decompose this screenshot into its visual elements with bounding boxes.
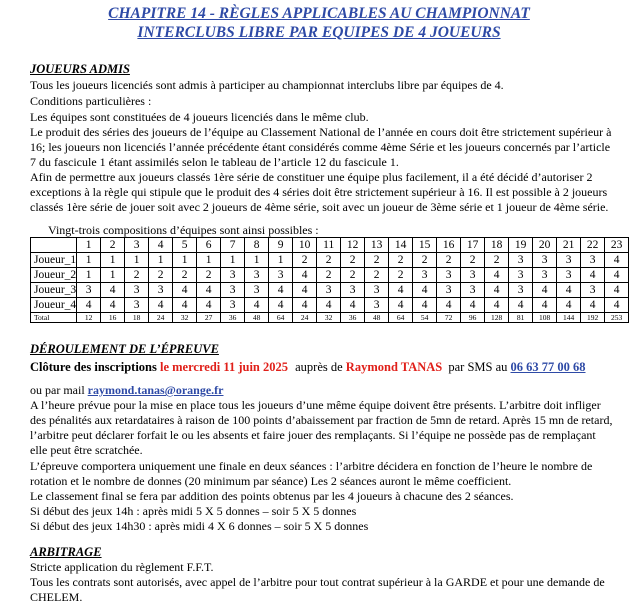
- total-cell: 108: [533, 313, 557, 323]
- table-cell: 2: [341, 253, 365, 268]
- total-cell: 27: [197, 313, 221, 323]
- table-cell: 1: [245, 253, 269, 268]
- table-header-cell: 20: [533, 238, 557, 253]
- table-cell: 2: [389, 253, 413, 268]
- total-cell: 64: [269, 313, 293, 323]
- table-cell: 4: [533, 298, 557, 313]
- table-header-row: [31, 238, 629, 253]
- table-cell: 2: [437, 253, 461, 268]
- deroulement-line: l’arbitre peut déclarer forfait le ou les absents et faire jouer des remplaçants. Si l’équipe ne possède pas de remplaçant: [30, 428, 596, 442]
- table-corner-cell: [31, 238, 77, 253]
- table-cell: 2: [413, 253, 437, 268]
- table-header-cell: 3: [125, 238, 149, 253]
- row-label: Joueur_3: [31, 283, 77, 298]
- table-header-cell: 4: [149, 238, 173, 253]
- joueurs-line: Afin de permettre aux joueurs classés 1ère série de constituer une équipe plus facilement, il a été décidé d’autoriser 2: [30, 170, 593, 184]
- total-cell: 96: [461, 313, 485, 323]
- table-cell: 4: [413, 283, 437, 298]
- table-cell: 2: [389, 268, 413, 283]
- total-cell: 18: [125, 313, 149, 323]
- deroulement-line: Si début des jeux 14h30 : après midi 4 X 6 donnes – soir 5 X 5 donnes: [30, 519, 369, 533]
- table-cell: 2: [365, 253, 389, 268]
- table-cell: 3: [581, 283, 605, 298]
- table-cell: 3: [461, 268, 485, 283]
- table-cell: 3: [221, 298, 245, 313]
- table-cell: 3: [557, 268, 581, 283]
- table-header-cell: 9: [269, 238, 293, 253]
- table-cell: 3: [221, 268, 245, 283]
- table-cell: 2: [317, 268, 341, 283]
- total-cell: 72: [437, 313, 461, 323]
- table-header-cell: 7: [221, 238, 245, 253]
- total-cell: 253: [605, 313, 629, 323]
- total-cell: 144: [557, 313, 581, 323]
- table-cell: 2: [341, 268, 365, 283]
- table-cell: 3: [317, 283, 341, 298]
- total-cell: 81: [509, 313, 533, 323]
- contact-name: Raymond TANAS: [345, 360, 443, 374]
- table-cell: 3: [365, 298, 389, 313]
- table-cell: 4: [197, 283, 221, 298]
- table-cell: 2: [365, 268, 389, 283]
- compositions-intro: Vingt-trois compositions d’équipes sont ainsi possibles :: [48, 223, 319, 237]
- table-cell: 4: [101, 283, 125, 298]
- total-cell: 36: [341, 313, 365, 323]
- deroulement-line: rotation et le nombre de donnes (20 minimum par séance) Les 2 séances auront le même coefficient.: [30, 474, 512, 488]
- table-cell: 2: [197, 268, 221, 283]
- table-cell: 4: [461, 298, 485, 313]
- compositions-table: [30, 237, 629, 323]
- table-cell: 4: [581, 268, 605, 283]
- table-header-cell: 10: [293, 238, 317, 253]
- table-cell: 4: [581, 298, 605, 313]
- joueurs-line: Conditions particulières :: [30, 94, 152, 108]
- chapter-title: CHAPITRE 14 - RÈGLES APPLICABLES AU CHAMPIONNAT: [108, 5, 530, 22]
- table-cell: 3: [269, 268, 293, 283]
- table-header-cell: 15: [413, 238, 437, 253]
- table-cell: 3: [509, 283, 533, 298]
- table-row: [31, 268, 629, 283]
- table-header-cell: 21: [557, 238, 581, 253]
- table-cell: 3: [509, 268, 533, 283]
- table-header-cell: 22: [581, 238, 605, 253]
- deroulement-line: elle peut être scratchée.: [30, 443, 143, 457]
- total-cell: 48: [365, 313, 389, 323]
- table-cell: 4: [101, 298, 125, 313]
- total-cell: 48: [245, 313, 269, 323]
- table-cell: 4: [389, 298, 413, 313]
- joueurs-line: 7 du fascicule 1 étant assimilés selon le tableau de l’article 12 du fascicule 1.: [30, 155, 399, 169]
- table-header-cell: 18: [485, 238, 509, 253]
- table-cell: 4: [605, 283, 629, 298]
- joueurs-admis-heading: JOUEURS ADMIS: [30, 62, 130, 76]
- table-cell: 4: [485, 268, 509, 283]
- table-cell: 2: [485, 253, 509, 268]
- total-cell: 128: [485, 313, 509, 323]
- table-cell: 3: [149, 283, 173, 298]
- table-cell: 1: [173, 253, 197, 268]
- row-label: Joueur_1: [31, 253, 77, 268]
- total-cell: 12: [77, 313, 101, 323]
- row-label: Joueur_4: [31, 298, 77, 313]
- deroulement-line: des pénalités aux retardataires à raison de 100 points d’abaissement par fraction de 5mn de retard. Après 15 mn de retard,: [30, 413, 613, 427]
- total-cell: 192: [581, 313, 605, 323]
- joueurs-line: Les équipes sont constituées de 4 joueurs licenciés dans le même club.: [30, 110, 369, 124]
- deroulement-line: A l’heure prévue pour la mise en place tous les joueurs d’une même équipe doivent être présents. L’arbitre doit infliger: [30, 398, 601, 412]
- table-cell: 2: [173, 268, 197, 283]
- table-cell: 3: [221, 283, 245, 298]
- table-cell: 3: [77, 283, 101, 298]
- joueurs-line: classés 1ère série de jouer soit avec 2 joueurs de 4ème série, soit avec un joueur de 3ème série et 1 joueur de 4ème série.: [30, 200, 609, 214]
- table-cell: 1: [125, 253, 149, 268]
- table-cell: 4: [557, 283, 581, 298]
- table-cell: 3: [437, 283, 461, 298]
- table-cell: 4: [173, 283, 197, 298]
- table-cell: 3: [533, 253, 557, 268]
- cloture-date: le mercredi 11 juin 2025: [160, 360, 288, 374]
- table-row: [31, 253, 629, 268]
- table-cell: 4: [269, 283, 293, 298]
- table-cell: 1: [269, 253, 293, 268]
- table-header-cell: 17: [461, 238, 485, 253]
- table-cell: 1: [197, 253, 221, 268]
- sms-text: par SMS au: [448, 360, 508, 374]
- row-label: Joueur_2: [31, 268, 77, 283]
- table-header-cell: 12: [341, 238, 365, 253]
- table-cell: 4: [605, 268, 629, 283]
- table-cell: 2: [125, 268, 149, 283]
- table-cell: 1: [77, 253, 101, 268]
- table-cell: 4: [485, 283, 509, 298]
- table-cell: 4: [509, 298, 533, 313]
- table-header-cell: 1: [77, 238, 101, 253]
- total-cell: 32: [173, 313, 197, 323]
- table-cell: 1: [221, 253, 245, 268]
- table-cell: 4: [341, 298, 365, 313]
- table-total-row: [31, 313, 629, 323]
- deroulement-line: Si début des jeux 14h : après midi 5 X 5 donnes – soir 5 X 5 donnes: [30, 504, 357, 518]
- joueurs-line: 16; les joueurs non licenciés l’année précédente étant considérés comme 4ème Série et les joueurs concernés par l’article: [30, 140, 611, 154]
- table-cell: 4: [293, 298, 317, 313]
- total-label: Total: [31, 313, 77, 323]
- table-cell: 3: [125, 283, 149, 298]
- joueurs-line: Le produit des séries des joueurs de l’équipe au Classement National de l’année en cours doit être strictement supérieur à: [30, 125, 612, 139]
- table-header-cell: 6: [197, 238, 221, 253]
- deroulement-line: Le classement final se fera par addition des points obtenus par les 4 joueurs à chacune des 2 séances.: [30, 489, 514, 503]
- table-cell: 2: [293, 253, 317, 268]
- table-cell: 3: [245, 283, 269, 298]
- table-cell: 1: [77, 268, 101, 283]
- cloture-label: Clôture des inscriptions: [30, 360, 157, 374]
- table-cell: 3: [581, 253, 605, 268]
- table-header-cell: 23: [605, 238, 629, 253]
- table-cell: 3: [365, 283, 389, 298]
- table-cell: 4: [293, 283, 317, 298]
- table-cell: 3: [557, 253, 581, 268]
- table-cell: 4: [533, 283, 557, 298]
- table-cell: 2: [149, 268, 173, 283]
- joueurs-line: Tous les joueurs licenciés sont admis à participer au championnat interclubs libre par équipes de 4.: [30, 78, 504, 92]
- table-cell: 4: [437, 298, 461, 313]
- table-header-cell: 11: [317, 238, 341, 253]
- phone-link[interactable]: 06 63 77 00 68: [510, 360, 586, 374]
- table-cell: 1: [149, 253, 173, 268]
- table-header-cell: 2: [101, 238, 125, 253]
- table-header-cell: 13: [365, 238, 389, 253]
- mail-prefix: ou par mail: [30, 383, 85, 397]
- table-row: [31, 298, 629, 313]
- table-header-cell: 5: [173, 238, 197, 253]
- table-cell: 3: [125, 298, 149, 313]
- arbitrage-line: Stricte application du règlement F.F.T.: [30, 560, 214, 574]
- table-header-cell: 19: [509, 238, 533, 253]
- table-header-cell: 8: [245, 238, 269, 253]
- total-cell: 64: [389, 313, 413, 323]
- table-cell: 4: [389, 283, 413, 298]
- table-cell: 4: [557, 298, 581, 313]
- table-cell: 3: [245, 268, 269, 283]
- table-cell: 2: [461, 253, 485, 268]
- table-cell: 4: [173, 298, 197, 313]
- table-header-cell: 16: [437, 238, 461, 253]
- table-cell: 3: [533, 268, 557, 283]
- table-cell: 4: [605, 253, 629, 268]
- table-cell: 3: [413, 268, 437, 283]
- arbitrage-line: Tous les contrats sont autorisés, avec appel de l’arbitre pour tout contrat supérieur à la GARDE et pour une demande de: [30, 575, 605, 589]
- arbitrage-heading: ARBITRAGE: [30, 545, 102, 559]
- deroulement-heading: DÉROULEMENT DE L’ÉPREUVE: [30, 342, 219, 356]
- arbitrage-line: CHELEM.: [30, 590, 83, 604]
- table-cell: 1: [101, 253, 125, 268]
- total-cell: 24: [149, 313, 173, 323]
- table-cell: 4: [413, 298, 437, 313]
- deroulement-line: L’épreuve comportera uniquement une finale en deux séances : l’arbitre décidera en fonction de l’heure le nombre de: [30, 459, 593, 473]
- joueurs-line: exceptions à la règle qui stipule que le produit des 4 séries doit être strictement supérieur à 16. Il est possible à 2 joueurs: [30, 185, 608, 199]
- table-cell: 3: [437, 268, 461, 283]
- chapter-subtitle: INTERCLUBS LIBRE PAR EQUIPES DE 4 JOUEURS: [137, 24, 501, 41]
- table-cell: 4: [77, 298, 101, 313]
- table-cell: 4: [269, 298, 293, 313]
- table-cell: 4: [245, 298, 269, 313]
- table-cell: 4: [485, 298, 509, 313]
- table-cell: 3: [509, 253, 533, 268]
- table-row: [31, 283, 629, 298]
- total-cell: 32: [317, 313, 341, 323]
- email-link[interactable]: raymond.tanas@orange.fr: [87, 383, 224, 397]
- table-header-cell: 14: [389, 238, 413, 253]
- table-cell: 4: [605, 298, 629, 313]
- cloture-line: [30, 360, 586, 374]
- table-cell: 3: [461, 283, 485, 298]
- total-cell: 36: [221, 313, 245, 323]
- table-cell: 4: [149, 298, 173, 313]
- table-cell: 4: [197, 298, 221, 313]
- total-cell: 54: [413, 313, 437, 323]
- table-cell: 2: [317, 253, 341, 268]
- table-cell: 4: [317, 298, 341, 313]
- mail-line: [30, 383, 223, 397]
- table-cell: 4: [293, 268, 317, 283]
- table-cell: 1: [101, 268, 125, 283]
- table-cell: 3: [341, 283, 365, 298]
- total-cell: 24: [293, 313, 317, 323]
- total-cell: 16: [101, 313, 125, 323]
- aupres-text: auprès de: [295, 360, 343, 374]
